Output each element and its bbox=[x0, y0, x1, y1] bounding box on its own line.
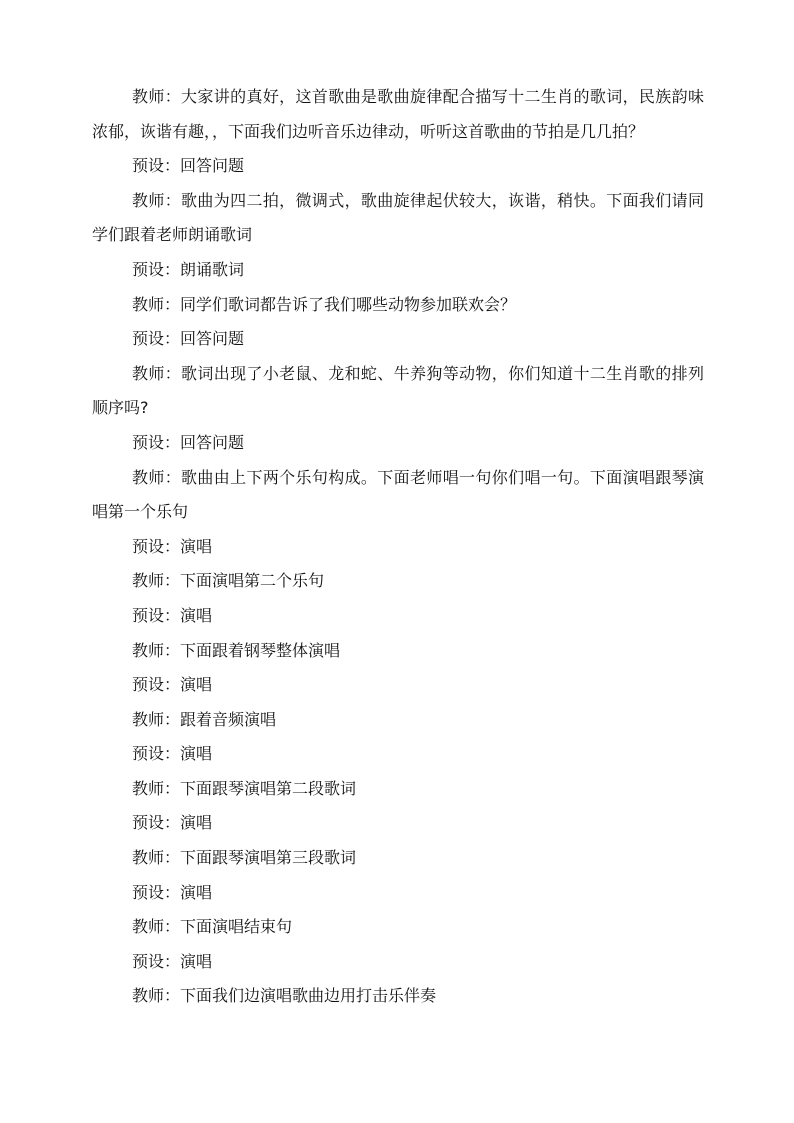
paragraph-teacher: 教师：下面跟琴演唱第二段歌词 bbox=[132, 778, 357, 798]
document-body bbox=[92, 80, 704, 1014]
paragraph-teacher: 教师：歌曲由上下两个乐句构成。下面老师唱一句你们唱一句。下面演唱跟琴演唱第一个乐句 bbox=[92, 467, 704, 522]
paragraph-preset: 预设：演唱 bbox=[132, 882, 213, 902]
paragraph-preset: 预设：回答问题 bbox=[132, 432, 245, 452]
paragraph-preset: 预设：演唱 bbox=[132, 675, 213, 695]
paragraph-preset: 预设：回答问题 bbox=[132, 329, 245, 349]
paragraph-teacher: 教师：下面跟琴演唱第三段歌词 bbox=[132, 848, 357, 868]
paragraph-preset: 预设：演唱 bbox=[132, 536, 213, 556]
paragraph-teacher: 教师：下面演唱结束句 bbox=[132, 917, 293, 937]
paragraph-preset: 预设：演唱 bbox=[132, 744, 213, 764]
paragraph-teacher: 教师：下面我们边演唱歌曲边用打击乐伴奏 bbox=[132, 986, 437, 1006]
paragraph-teacher: 教师：歌词出现了小老鼠、龙和蛇、牛养狗等动物，你们知道十二生肖歌的排列顺序吗? bbox=[92, 363, 704, 418]
paragraph-preset: 预设：演唱 bbox=[132, 951, 213, 971]
paragraph-teacher: 教师：大家讲的真好，这首歌曲是歌曲旋律配合描写十二生肖的歌词，民族韵味浓郁，诙谐有趣，，下面我们边听音乐边律动，听听这首歌曲的节拍是几几拍？ bbox=[92, 87, 704, 141]
paragraph-teacher: 教师：歌曲为四二拍，微调式，歌曲旋律起伏较大，诙谐，稍快。下面我们请同学们跟着老师朗诵歌词 bbox=[92, 190, 704, 245]
paragraph-teacher: 教师：同学们歌词都告诉了我们哪些动物参加联欢会？ bbox=[132, 294, 517, 314]
paragraph-teacher: 教师：跟着音频演唱 bbox=[132, 709, 277, 729]
paragraph-teacher: 教师：下面跟着钢琴整体演唱 bbox=[132, 640, 341, 660]
paragraph-teacher: 教师：下面演唱第二个乐句 bbox=[132, 571, 325, 591]
paragraph-preset: 预设：演唱 bbox=[132, 605, 213, 625]
paragraph-preset: 预设：朗诵歌词 bbox=[132, 259, 245, 279]
paragraph-preset: 预设：演唱 bbox=[132, 813, 213, 833]
paragraph-preset: 预设：回答问题 bbox=[132, 156, 245, 176]
